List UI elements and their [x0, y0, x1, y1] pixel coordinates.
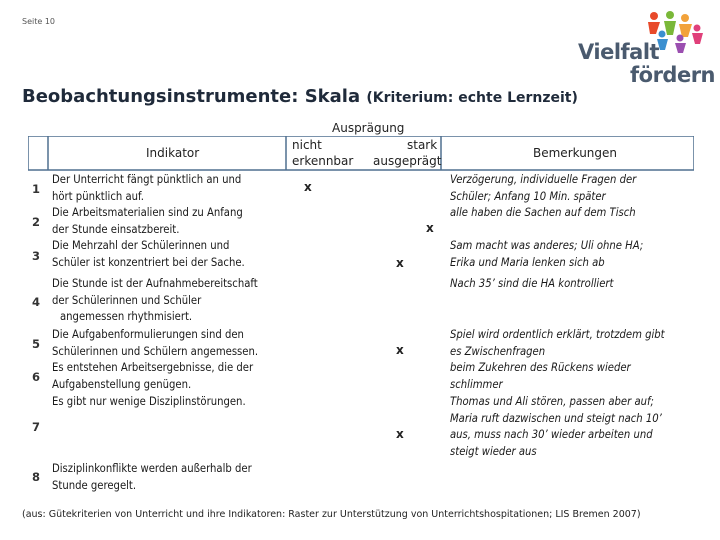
title-subtitle: (Kriterium: echte Lernzeit): [366, 90, 578, 106]
logo-word-foerdern: fördern: [630, 63, 716, 87]
row-number-5: 5: [32, 337, 41, 351]
header-scale-low-2: erkennbar: [292, 154, 354, 168]
row-number-8: 8: [32, 470, 41, 484]
page-title: [22, 86, 578, 107]
row-number-6: 6: [32, 370, 41, 384]
row-number-4: 4: [32, 295, 41, 309]
scale-mark-row-3: x: [396, 256, 404, 270]
remark-3: Sam macht was anderes; Uli ohne HA; Erika und Maria lenken sich ab: [450, 239, 644, 269]
scale-mark-row-7: x: [396, 427, 404, 441]
remark-4: Nach 35’ sind die HA kontrolliert: [450, 277, 614, 290]
title-main: Beobachtungsinstrumente: Skala: [22, 86, 361, 107]
row-number-1: 1: [32, 182, 41, 196]
header-scale-low-1: nicht: [292, 138, 322, 152]
remark-5: Spiel wird ordentlich erklärt, trotzdem gibt es Zwischenfragen: [450, 328, 665, 358]
indicator-2: Die Arbeitsmaterialien sind zu Anfang der Stunde einsatzbereit.: [52, 206, 243, 236]
scale-mark-row-2: x: [426, 221, 434, 235]
header-scale-title: Ausprägung: [332, 121, 405, 135]
vielfalt-foerdern-logo: [568, 10, 716, 88]
source-footnote: (aus: Gütekriterien von Unterricht und ihre Indikatoren: Raster zur Unterstützung von Unterrichtshospitationen; LIS Bremen 2007): [22, 509, 641, 520]
header-remarks: Bemerkungen: [533, 146, 618, 160]
indicator-1: Der Unterricht fängt pünktlich an und hört pünktlich auf.: [52, 173, 242, 203]
row-number-3: 3: [32, 249, 41, 263]
indicator-3: Die Mehrzahl der Schülerinnen und Schüler ist konzentriert bei der Sache.: [52, 239, 245, 269]
scale-mark-row-1: x: [304, 180, 312, 194]
indicator-8: Disziplinkonflikte werden außerhalb der Stunde geregelt.: [52, 462, 252, 492]
remark-1: Verzögerung, individuelle Fragen der Schüler; Anfang 10 Min. später: [450, 173, 637, 203]
remark-2: alle haben die Sachen auf dem Tisch: [450, 206, 636, 219]
scale-mark-row-5: x: [396, 343, 404, 357]
indicator-4: Die Stunde ist der Aufnahmebereitschaft der Schülerinnen und Schüler angemessen rhythmisiert.: [52, 277, 258, 323]
remark-7: Thomas und Ali stören, passen aber auf; Maria ruft dazwischen und steigt nach 10’ aus, muss nach 30’ wieder arbeiten und steigt wieder aus: [450, 395, 662, 458]
header-scale-high-1: stark: [407, 138, 438, 152]
indicator-6: Es entstehen Arbeitsergebnisse, die der Aufgabenstellung genügen.: [52, 361, 254, 391]
header-indicator: Indikator: [146, 146, 200, 160]
remark-6: beim Zukehren des Rückens wieder schlimmer: [450, 361, 631, 391]
indicator-7: Es gibt nur wenige Disziplinstörungen.: [52, 395, 246, 408]
row-number-2: 2: [32, 215, 41, 229]
header-scale-high-2: ausgeprägt: [373, 154, 442, 168]
page-number: Seite 10: [22, 17, 56, 26]
row-number-7: 7: [32, 420, 41, 434]
indicator-5: Die Aufgabenformulierungen sind den Schülerinnen und Schülern angemessen.: [52, 328, 259, 358]
logo-word-vielfalt: Vielfalt: [578, 40, 660, 64]
